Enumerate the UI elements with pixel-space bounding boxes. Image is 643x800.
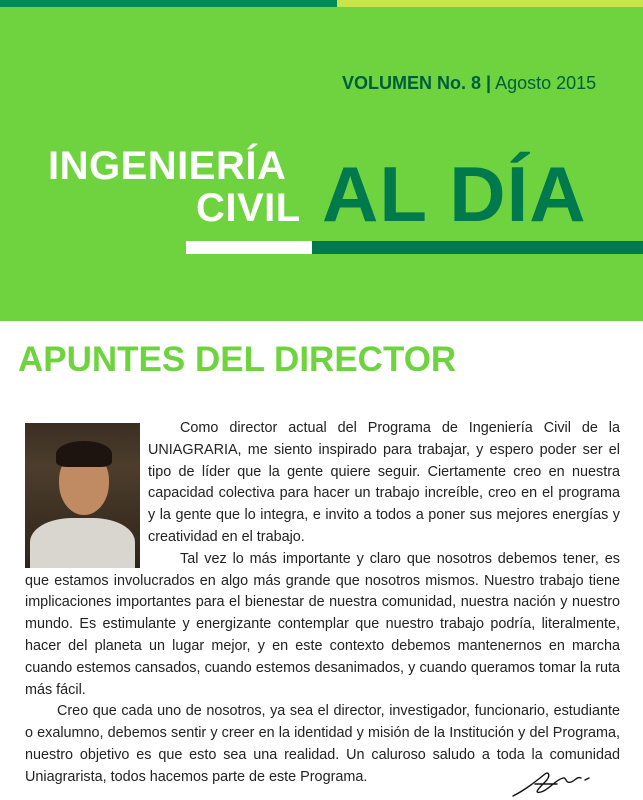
top-color-bar [0, 0, 643, 7]
issue-date: Agosto 2015 [495, 73, 597, 93]
article-paragraph-3: Creo que cada uno de nosotros, ya sea el director, investigador, funcionario, estudiante o exalumno, debemos sentir y creer en la identidad y misión de la Institución y del Programa, nuestro objetivo es que esto sea una realidad. Un caluroso saludo a toda la comunidad Uniagrarista, todos hacemos parte de este Programa. [25, 703, 620, 785]
volume-separator: | [486, 73, 492, 93]
masthead-white-underline [186, 241, 312, 254]
masthead [0, 7, 643, 321]
section-heading: APUNTES DEL DIRECTOR [18, 340, 457, 379]
top-bar-light-segment [337, 0, 643, 7]
masthead-title-line2: CIVIL [196, 186, 301, 230]
article-paragraph-1: Como director actual del Programa de Ingeniería Civil de la UNIAGRARIA, me siento inspirado para trabajar, y espero poder ser el tipo de líder que la gente quiere seguir. Ciertamente creo en nuestra capacidad colectiva para hacer un trabajo increíble, creo en el programa y la gente que lo integra, e invito a todos a poner sus mejores energías y creatividad en el trabajo. [148, 420, 620, 545]
masthead-title-line1: INGENIERÍA [48, 144, 287, 188]
article-body [25, 418, 620, 789]
top-bar-dark-segment [0, 0, 337, 7]
volume-info [342, 73, 596, 94]
masthead-green-underline [312, 241, 643, 254]
signature-image [505, 768, 625, 800]
volume-label: VOLUMEN No. 8 [342, 73, 482, 93]
masthead-title-main: AL DÍA [322, 150, 587, 238]
article-paragraph-2: Tal vez lo más importante y claro que nosotros debemos tener, es que estamos involucrados en algo más grande que nosotros mismos. Nuestro trabajo tiene implicaciones importantes para el bienestar de nuestra comunidad, nuestra nación y nuestro mundo. Es estimulante y energizante contemplar que nuestro trabajo podría, literalmente, hacer del planeta un lugar mejor, y en este contexto debemos mantenernos en marcha cuando estemos cansados, cuando estemos desanimados, y cuando queramos tomar la ruta más fácil. [25, 550, 620, 698]
